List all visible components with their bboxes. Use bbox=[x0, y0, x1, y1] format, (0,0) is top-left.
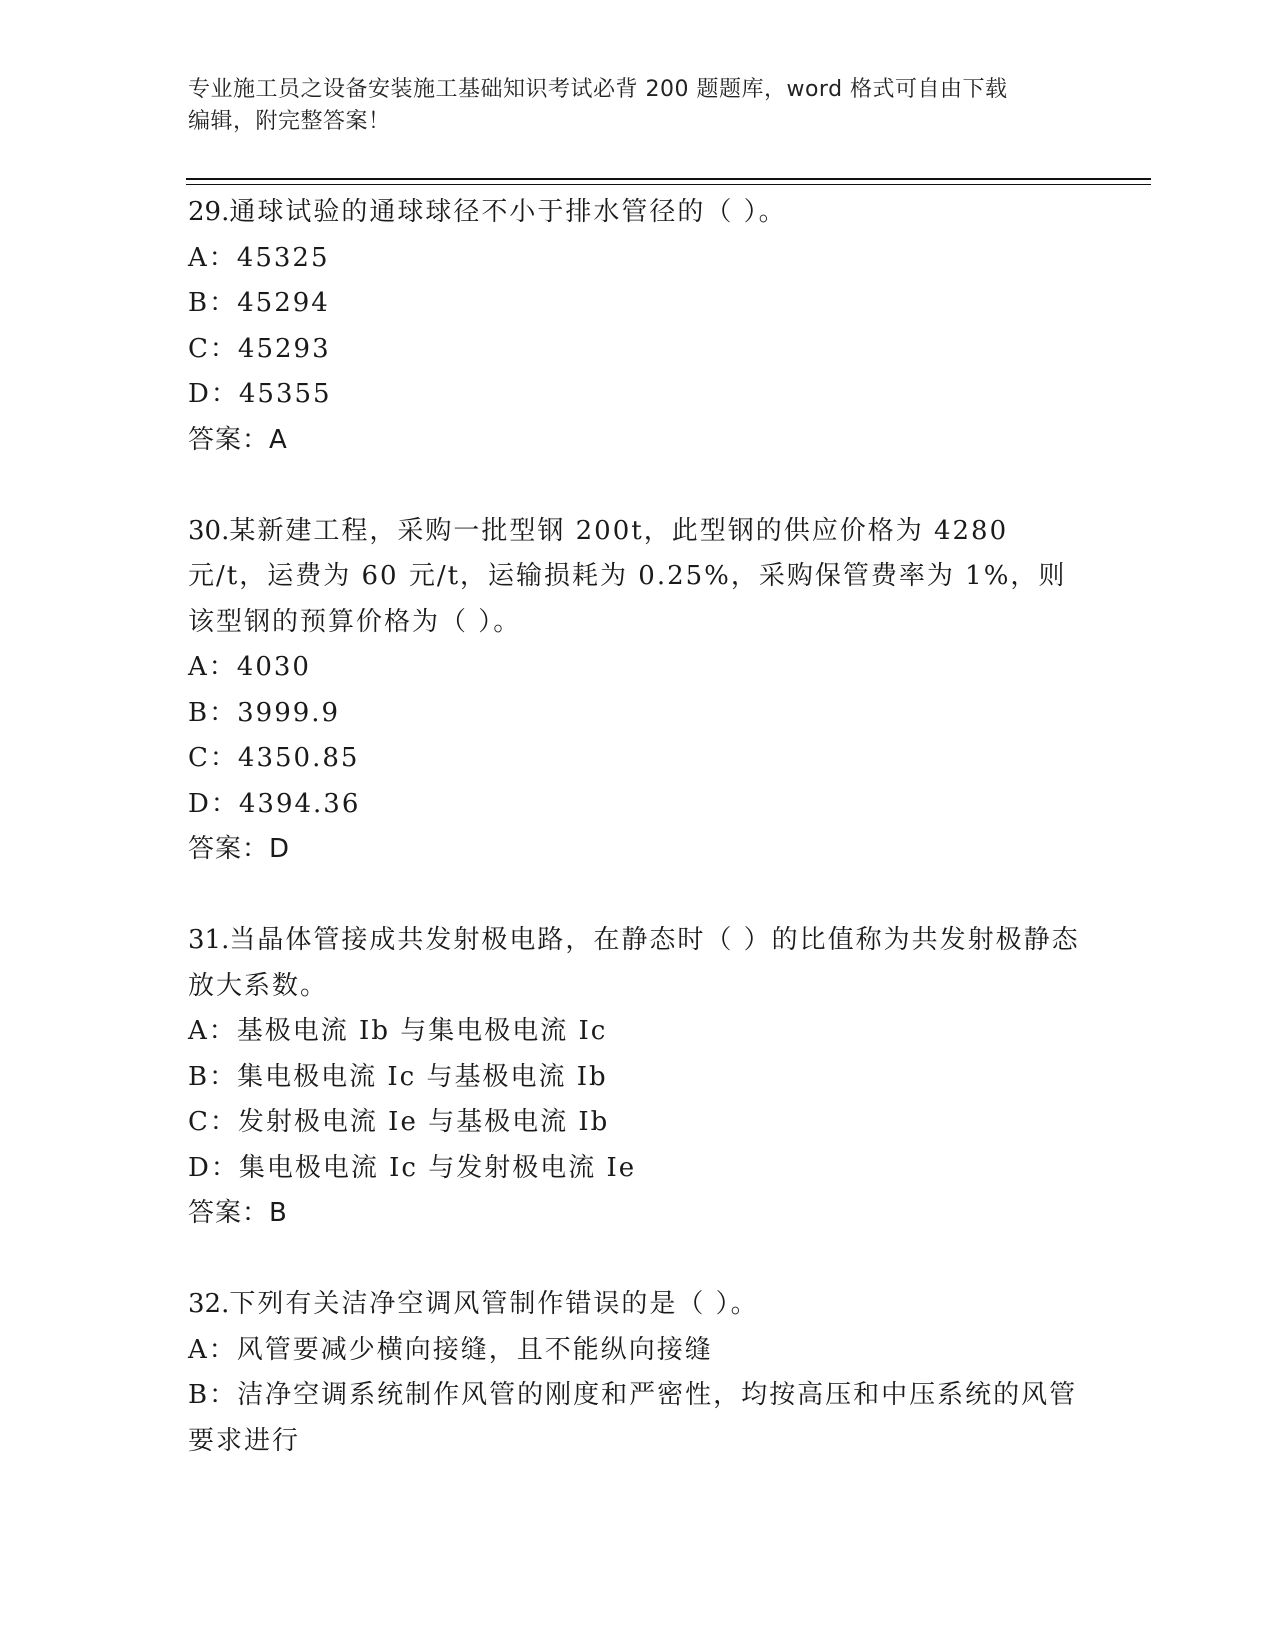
option-key: B： bbox=[188, 288, 238, 318]
option-a bbox=[188, 1009, 1088, 1055]
answer-value: D bbox=[269, 834, 291, 864]
option-key: A： bbox=[188, 242, 237, 273]
answer-label: 答案： bbox=[188, 424, 270, 455]
answer-value: A bbox=[269, 424, 288, 455]
option-key: A： bbox=[188, 1016, 237, 1046]
option-text: 集电极电流 Ic 与发射极电流 Ie bbox=[238, 1152, 637, 1183]
option-c bbox=[188, 736, 1088, 782]
question-29 bbox=[188, 190, 1088, 463]
option-key: C： bbox=[188, 333, 238, 364]
question-number: 32. bbox=[188, 1289, 230, 1319]
option-text: 45294 bbox=[237, 288, 330, 318]
question-text: 通球试验的通球球径不小于排水管径的（ ）。 bbox=[229, 197, 787, 227]
option-a bbox=[188, 236, 1088, 282]
header-divider-thick bbox=[186, 178, 1151, 180]
question-list bbox=[188, 190, 1088, 1510]
header-title-line-2: 编辑，附完整答案！ bbox=[188, 109, 391, 134]
option-b bbox=[188, 281, 1088, 327]
option-a bbox=[188, 645, 1088, 691]
option-text: 发射极电流 Ie 与基极电流 Ib bbox=[237, 1107, 610, 1137]
option-key: A： bbox=[188, 652, 237, 682]
answer-line bbox=[188, 418, 1088, 464]
option-text: 45293 bbox=[237, 333, 331, 364]
question-text: 某新建工程，采购一批型钢 200t，此型钢的供应价格为 4280 元/t，运费为 60 元/t，运输损耗为 0.25%，采购保管费率为 1%，则该型钢的预算价格为（ ）。 bbox=[188, 515, 1067, 637]
header-divider-thin bbox=[186, 184, 1151, 185]
option-b bbox=[188, 691, 1088, 737]
question-number: 30. bbox=[188, 515, 230, 546]
question-31 bbox=[188, 918, 1088, 1237]
answer-label: 答案： bbox=[188, 1198, 270, 1228]
answer-line bbox=[188, 1191, 1088, 1237]
question-text: 当晶体管接成共发射极电路，在静态时（ ）的比值称为共发射极静态放大系数。 bbox=[188, 925, 1080, 1001]
option-text: 洁净空调系统制作风管的刚度和严密性，均按高压和中压系统的风管要求进行 bbox=[188, 1380, 1078, 1456]
option-text: 风管要减少横向接缝，且不能纵向接缝 bbox=[236, 1334, 713, 1365]
option-key: B： bbox=[188, 1380, 238, 1410]
question-number: 31. bbox=[188, 925, 230, 955]
option-text: 4394.36 bbox=[238, 788, 361, 819]
option-text: 4030 bbox=[236, 652, 311, 682]
option-key: A： bbox=[188, 1334, 237, 1365]
option-text: 4350.85 bbox=[237, 743, 360, 773]
option-text: 基极电流 Ib 与集电极电流 Ic bbox=[236, 1016, 608, 1046]
question-stem bbox=[188, 918, 1088, 1009]
option-key: C： bbox=[188, 1107, 238, 1137]
question-number: 29. bbox=[188, 197, 230, 227]
document-header bbox=[188, 74, 1068, 138]
option-a bbox=[188, 1328, 1088, 1374]
option-b bbox=[188, 1055, 1088, 1101]
option-d bbox=[188, 372, 1088, 418]
option-key: D： bbox=[188, 1152, 239, 1183]
option-c bbox=[188, 1100, 1088, 1146]
option-key: B： bbox=[188, 697, 238, 728]
option-d bbox=[188, 782, 1088, 828]
answer-label: 答案： bbox=[188, 834, 270, 864]
question-stem bbox=[188, 1282, 1088, 1328]
question-32 bbox=[188, 1282, 1088, 1464]
option-c bbox=[188, 327, 1088, 373]
question-text: 下列有关洁净空调风管制作错误的是（ ）。 bbox=[229, 1289, 759, 1319]
option-key: D： bbox=[188, 379, 239, 409]
question-stem bbox=[188, 509, 1088, 646]
option-text: 集电极电流 Ic 与基极电流 Ib bbox=[237, 1061, 608, 1092]
answer-value: B bbox=[269, 1198, 288, 1228]
option-text: 45325 bbox=[236, 242, 330, 273]
question-stem bbox=[188, 190, 1088, 236]
question-30 bbox=[188, 509, 1088, 873]
option-key: B： bbox=[188, 1061, 238, 1092]
option-key: D： bbox=[188, 788, 239, 819]
answer-line bbox=[188, 827, 1088, 873]
option-text: 45355 bbox=[238, 379, 332, 409]
option-key: C： bbox=[188, 743, 238, 773]
option-b bbox=[188, 1373, 1088, 1464]
header-title-line-1: 专业施工员之设备安装施工基础知识考试必背 200 题题库，word 格式可自由下载 bbox=[188, 77, 1008, 102]
option-d bbox=[188, 1146, 1088, 1192]
option-text: 3999.9 bbox=[237, 697, 341, 728]
